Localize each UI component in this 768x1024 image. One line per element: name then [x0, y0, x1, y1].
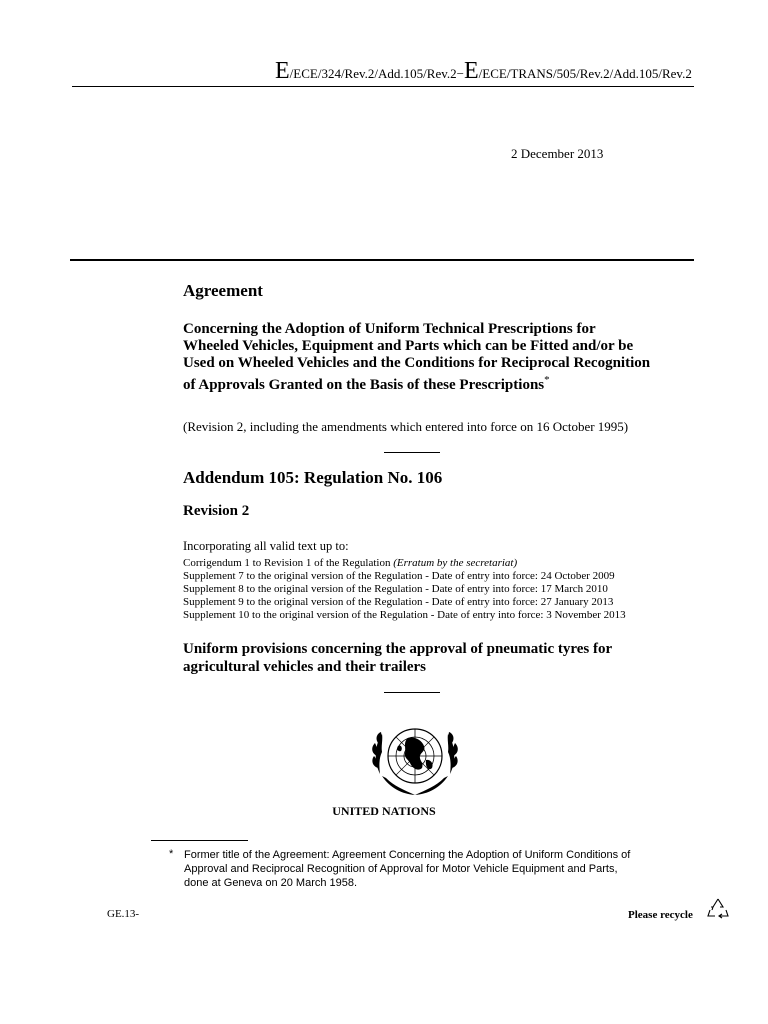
- recycle-text: Please recycle: [628, 909, 693, 921]
- section-rule: [70, 259, 694, 261]
- separator-rule: [384, 452, 440, 453]
- supplement-item: Supplement 8 to the original version of the Regulation - Date of entry into force: 17 March 2010: [183, 583, 608, 595]
- supplement-item: Supplement 9 to the original version of the Regulation - Date of entry into force: 27 January 2013: [183, 596, 614, 608]
- symbol-separator: −: [456, 66, 464, 81]
- supplement-item: Supplement 7 to the original version of the Regulation - Date of entry into force: 24 October 2009: [183, 570, 615, 582]
- corrigendum-line: [183, 557, 626, 570]
- document-symbol: [275, 58, 695, 85]
- recycle-icon: [705, 896, 731, 922]
- header-rule: [72, 86, 694, 87]
- agreement-title-text: Concerning the Adoption of Uniform Technical Prescriptions for Wheeled Vehicles, Equipment and Parts which can be Fitted and/or be Used on Wheeled Vehicles and the Conditions for Reciprocal Recognition of Approvals Granted on the Basis of these Prescriptions: [183, 321, 651, 393]
- agreement-title: [183, 321, 653, 394]
- symbol-1-letter: E: [275, 58, 290, 84]
- footnote-rule: [151, 840, 248, 841]
- separator-rule: [384, 692, 440, 693]
- document-number: GE.13-: [107, 908, 140, 920]
- revision-label: Revision 2: [183, 503, 250, 519]
- document-date: 2 December 2013: [511, 146, 604, 161]
- addendum-title: Addendum 105: Regulation No. 106: [183, 468, 443, 487]
- organization-name: UNITED NATIONS: [332, 804, 436, 818]
- united-nations-emblem-icon: [368, 716, 462, 802]
- supplement-item: Supplement 10 to the original version of the Regulation - Date of entry into force: 3 November 2013: [183, 609, 626, 621]
- symbol-1-rest: /ECE/324/Rev.2/Add.105/Rev.2: [289, 66, 457, 81]
- revision-note: (Revision 2, including the amendments which entered into force on 16 October 1995): [183, 419, 629, 434]
- uniform-provisions-title: Uniform provisions concerning the approval of pneumatic tyres for agricultural vehicles and their trailers: [183, 641, 612, 675]
- agreement-heading: Agreement: [183, 281, 263, 300]
- symbol-2-rest: /ECE/TRANS/505/Rev.2/Add.105/Rev.2: [478, 66, 692, 81]
- corrigendum-note: (Erratum by the secretariat): [393, 557, 518, 569]
- footnote-text: Former title of the Agreement: Agreement Concerning the Adoption of Uniform Conditions of Approval and Reciprocal Recognition of Approval for Motor Vehicle Equipment and Parts, done at Geneva on 20 March 1958.: [184, 849, 631, 889]
- supplement-list: [183, 557, 626, 622]
- corrigendum-text: Corrigendum 1 to Revision 1 of the Regulation: [183, 557, 394, 569]
- incorporating-text: Incorporating all valid text up to:: [183, 539, 349, 553]
- footnote-reference: *: [544, 374, 550, 386]
- symbol-2-letter: E: [463, 58, 479, 84]
- footnote-marker: *: [169, 848, 174, 860]
